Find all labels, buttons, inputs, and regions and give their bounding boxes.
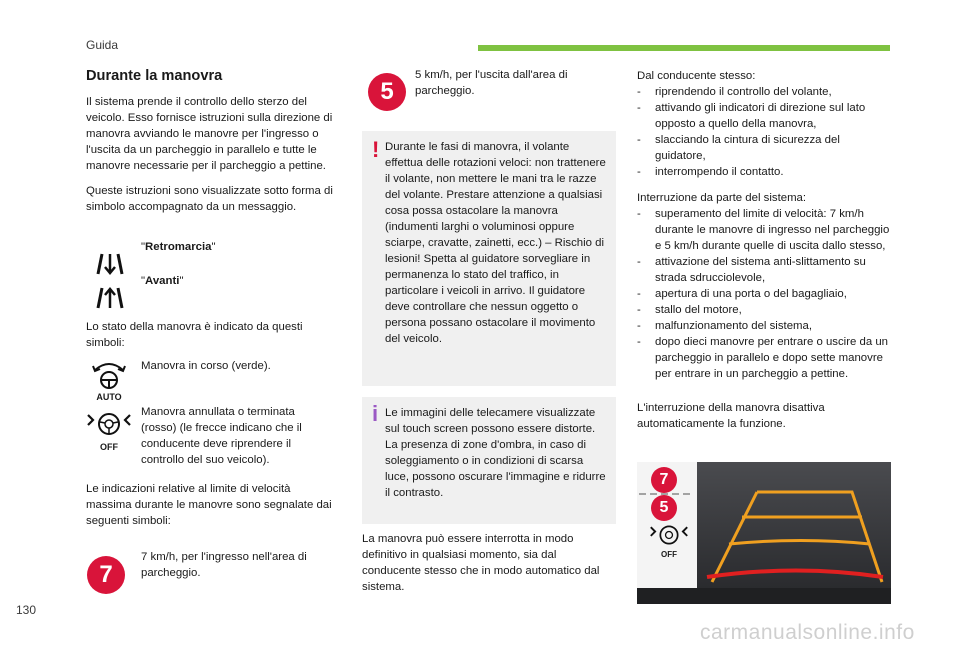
reverse-label: "Retromarcia" xyxy=(141,241,216,253)
camera-badge-7: 7 xyxy=(651,467,677,493)
interrupt-wrap xyxy=(362,531,616,595)
list-item: - slacciando la cintura di sicurezza del guidatore, xyxy=(637,132,892,164)
auto-label: AUTO xyxy=(96,392,122,402)
info-icon: i xyxy=(372,401,379,426)
intro-paragraph: Il sistema prende il controllo dello sterzo del veicolo. Esso fornisce istruzioni sulla direzione di manovra avviando le manovre per l'ingresso o l'uscita da un parcheggio in parallelo e tutte le manovre necessarie per il parcheggio a pettine. xyxy=(86,96,333,172)
list-item: - dopo dieci manovre per entrare o uscire da un parcheggio in parallelo e dopo sette manovre per entrare in un parcheggio a pettine. xyxy=(637,334,892,382)
list-item: - interrompendo il contatto. xyxy=(637,164,892,180)
interrupt-paragraph: La manovra può essere interrotta in modo definitivo in qualsiasi momento, sia dal conducente stesso che in modo automatico dal sistema. xyxy=(362,533,600,593)
list-item: - attivando gli indicatori di direzione sul lato opposto a quello della manovra, xyxy=(637,100,892,132)
driver-list xyxy=(637,84,892,180)
list-item: - attivazione del sistema anti-slittamento su strada sdrucciolevole, xyxy=(637,254,892,286)
instructions-paragraph: Queste istruzioni sono visualizzate sotto forma di simbolo accompagnato da un messaggio. xyxy=(86,185,333,213)
status-intro-wrap xyxy=(86,319,336,351)
list-item: - stallo del motore, xyxy=(637,302,892,318)
section-accent-bar xyxy=(478,45,890,51)
section-title: Durante la manovra xyxy=(86,68,223,84)
camera-badge-5: 5 xyxy=(651,495,677,521)
camera-off-label: OFF xyxy=(661,550,677,559)
info-text: Le immagini delle telecamere visualizzate sul touch screen possono essere distorte. La presenza di zone d'ombra, in caso di soleggiamento o in condizioni di scarsa luce, possono oscurare l'immagine e ridurre il contrasto. xyxy=(385,407,606,499)
column-1 xyxy=(86,68,336,215)
forward-arrow-icon xyxy=(92,284,128,318)
speed-7-text: 7 km/h, per l'ingresso nell'area di parcheggio. xyxy=(141,551,307,579)
info-box xyxy=(362,397,616,524)
off-steering-icon xyxy=(86,409,132,452)
reverse-arrow-icon xyxy=(92,250,128,284)
speed-badge-7: 7 xyxy=(87,556,125,594)
camera-off-icon xyxy=(649,522,689,559)
auto-status-text: Manovra in corso (verde). xyxy=(141,360,271,372)
system-intro: Interruzione da parte del sistema: xyxy=(637,192,807,204)
closing-paragraph: L'interruzione della manovra disattiva automaticamente la funzione. xyxy=(637,402,825,430)
camera-view-image xyxy=(637,462,891,604)
page-number: 130 xyxy=(16,603,37,617)
driver-intro: Dal conducente stesso: xyxy=(637,70,756,82)
speed-intro: Le indicazioni relative al limite di velocità massima durante le manovre sono segnalate dai seguenti simboli: xyxy=(86,483,332,527)
off-status-text: Manovra annullata o terminata (rosso) (le frecce indicano che il conducente deve riprendere il controllo del suo veicolo). xyxy=(141,406,302,466)
off-label: OFF xyxy=(100,442,118,452)
list-item: - riprendendo il controllo del volante, xyxy=(637,84,892,100)
speed-intro-wrap xyxy=(86,481,336,529)
section-label: Guida xyxy=(86,38,119,52)
list-item: - apertura di una porta o del bagagliaio, xyxy=(637,286,892,302)
warning-icon: ! xyxy=(372,137,380,162)
warning-box xyxy=(362,131,616,386)
forward-label: "Avanti" xyxy=(141,275,184,287)
status-intro: Lo stato della manovra è indicato da questi simboli: xyxy=(86,321,303,349)
list-item: - superamento del limite di velocità: 7 km/h durante le manovre di ingresso nel parcheggio e 5 km/h durante quelle di uscita dallo stesso, xyxy=(637,206,892,254)
list-item: - malfunzionamento del sistema, xyxy=(637,318,892,334)
speed-5-text: 5 km/h, per l'uscita dall'area di parcheggio. xyxy=(415,69,568,97)
column-3 xyxy=(637,68,892,432)
speed-badge-5: 5 xyxy=(368,73,406,111)
system-list xyxy=(637,206,892,382)
auto-steering-icon xyxy=(86,360,132,402)
warning-text: Durante le fasi di manovra, il volante effettua delle rotazioni veloci: non trattenere il volante, non mettere le mani tra le razze del volante. Prestare attenzione a qualsiasi cosa possa ostacolare la manovra (indumenti larghi o voluminosi oppure sciarpe, cravatte, zainetti, ecc.) – Rischio di lesioni! Spetta al guidatore sorvegliare in permanenza lo stato del traffico, in particolare i veicoli in arrivo. Il guidatore deve controllare che nessun oggetto o persona possano ostacolare il movimento del veicolo. xyxy=(385,141,606,345)
watermark: carmanualsonline.info xyxy=(700,621,915,644)
